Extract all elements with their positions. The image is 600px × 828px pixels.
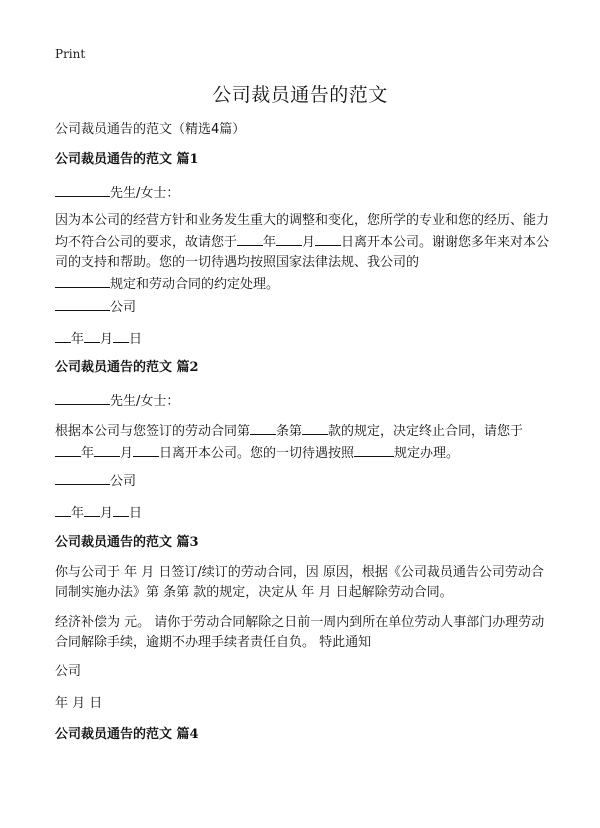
section-2-salutation-line: [55, 390, 555, 412]
section-2-signature-line: [55, 470, 555, 492]
blank-field: [55, 390, 110, 405]
blank-field: [55, 296, 110, 311]
section-2-body-year: 年: [81, 446, 95, 461]
section-3-heading-text: 公司裁员通告的范文 篇: [55, 535, 190, 550]
section-4-heading-text: 公司裁员通告的范文 篇: [55, 727, 190, 742]
blank-field: [315, 231, 341, 246]
section-2-date-day: 日: [129, 506, 143, 521]
blank-field: [94, 442, 120, 457]
section-3-heading: [55, 533, 555, 553]
section-2-date-month: 月: [100, 506, 114, 521]
blank-field: [55, 328, 71, 343]
blank-field: [84, 328, 100, 343]
section-1-date-line: [55, 328, 555, 350]
section-1-body-part1: 因为本公司的经营方针和业务发生重大的调整和变化，您所学的专业和您的经历、能力均不符合公司的要求，故请您于: [55, 213, 550, 250]
blank-field: [55, 502, 71, 517]
blank-field: [302, 420, 328, 435]
blank-field: [354, 442, 394, 457]
section-2-date-year: 年: [71, 506, 85, 521]
section-2-body: [55, 420, 555, 464]
blank-field: [84, 502, 100, 517]
section-1-heading-text: 公司裁员通告的范文 篇: [55, 152, 190, 167]
blank-field: [237, 231, 263, 246]
section-1-body-leave: 日离开本公司。谢谢您多年来对本公司的支持和帮助。您的一切待遇均按照国家法律法规、我公司的: [55, 235, 550, 270]
section-1-date-month: 月: [100, 332, 114, 347]
blank-field: [113, 328, 129, 343]
blank-field: [113, 502, 129, 517]
section-1-salutation-line: [55, 182, 555, 204]
section-2-heading-text: 公司裁员通告的范文 篇: [55, 360, 190, 375]
section-1-date-year: 年: [71, 332, 85, 347]
blank-field: [55, 442, 81, 457]
section-1-heading-number: 1: [189, 152, 199, 167]
section-2-body-part1: 根据本公司与您签订的劳动合同第: [55, 424, 251, 439]
section-1-signature-line: [55, 296, 555, 318]
section-1-body: [55, 211, 555, 295]
section-3-heading-number: 3: [189, 535, 199, 550]
blank-field: [55, 273, 110, 288]
blank-field: [55, 182, 110, 197]
section-2-heading-number: 2: [189, 360, 199, 375]
print-label[interactable]: Print: [55, 47, 86, 61]
section-3-paragraph-1: 你与公司于 年 月 日签订/续订的劳动合同，因 原因，根据《公司裁员通告公司劳动合同制实施办法》第 条第 款的规定，决定从 年 月 日起解除劳动合同。: [55, 565, 544, 600]
section-1-heading: [55, 150, 555, 170]
section-1-body-month: 月: [302, 235, 316, 250]
document-subtitle: 公司裁员通告的范文（精选4篇）: [55, 122, 246, 137]
section-1-signature: 公司: [110, 300, 137, 315]
section-2-signature: 公司: [110, 474, 137, 489]
document-title: 公司裁员通告的范文: [212, 84, 388, 106]
blank-field: [250, 420, 276, 435]
section-2-body-kuan: 款的规定，决定终止合同，请您于: [328, 424, 524, 439]
section-4-heading: [55, 725, 555, 745]
blank-field: [133, 442, 159, 457]
section-1-salutation: 先生/女士：: [110, 186, 180, 201]
section-2-date-line: [55, 502, 555, 524]
section-3-paragraph-2: 经济补偿为 元。 请你于劳动合同解除之日前一周内到所在单位劳动人事部门办理劳动合同解除手续，逾期不办理手续者责任自负。 特此通知: [55, 615, 545, 650]
section-4-heading-number: 4: [189, 727, 199, 742]
blank-field: [276, 231, 302, 246]
section-2-body-tiao: 条第: [276, 424, 303, 439]
section-2-body-month: 月: [120, 446, 134, 461]
section-2-body-leave: 日离开本公司。您的一切待遇按照: [159, 446, 355, 461]
section-1-body-year: 年: [263, 235, 277, 250]
blank-field: [55, 470, 110, 485]
section-2-salutation: 先生/女士：: [110, 394, 180, 409]
section-3-date-line: 年 月 日: [55, 696, 103, 711]
section-1-date-day: 日: [129, 332, 143, 347]
section-3-signature: 公司: [55, 664, 82, 679]
section-2-heading: [55, 358, 555, 378]
section-1-body-tail: 规定和劳动合同的约定处理。: [110, 277, 280, 292]
section-2-body-tail: 规定办理。: [394, 446, 460, 461]
